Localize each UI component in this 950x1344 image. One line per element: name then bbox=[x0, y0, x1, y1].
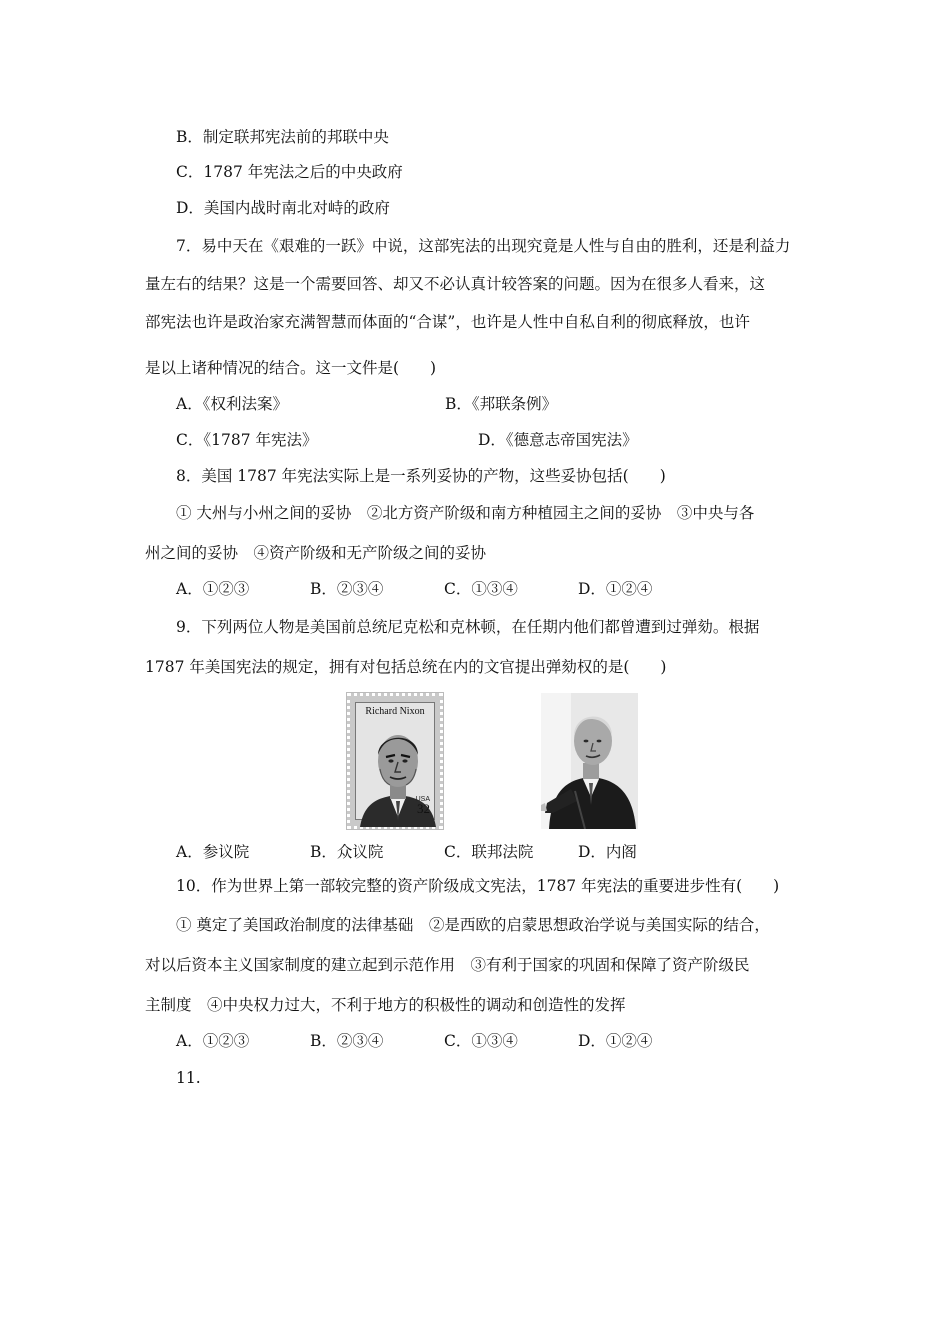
q8-items-line-2: 州之间的妥协 ④资产阶级和无产阶级之间的妥协 bbox=[145, 544, 487, 562]
q6-option-c: C．1787 年宪法之后的中央政府 bbox=[176, 163, 403, 181]
q6-option-d: D．美国内战时南北对峙的政府 bbox=[176, 199, 390, 217]
stamp-title: Richard Nixon bbox=[365, 706, 425, 717]
q9-options bbox=[176, 842, 696, 862]
q10-option-a: A．①②③ bbox=[176, 1032, 250, 1050]
clinton-portrait bbox=[541, 693, 638, 829]
q10-items-line-1: ① 奠定了美国政治制度的法律基础 ②是西欧的启蒙思想政治学说与美国实际的结合， bbox=[176, 916, 770, 934]
q7-stem-line-2: 量左右的结果？这是一个需要回答、却又不必认真计较答案的问题。因为在很多人看来，这 bbox=[145, 275, 766, 293]
q8-option-a: A．①②③ bbox=[176, 580, 250, 598]
q10-stem: 10．作为世界上第一部较完整的资产阶级成文宪法，1787 年宪法的重要进步性有( ) bbox=[176, 877, 780, 895]
stamp-value: 32 bbox=[417, 801, 430, 816]
q7-stem-line-4: 是以上诸种情况的结合。这一文件是( ) bbox=[145, 359, 437, 377]
q8-option-c: C．①③④ bbox=[444, 580, 518, 598]
q10-items-line-3: 主制度 ④中央权力过大，不利于地方的积极性的调动和创造性的发挥 bbox=[145, 996, 626, 1014]
stamp-country: USA bbox=[415, 796, 430, 803]
q9-option-c: C．联邦法院 bbox=[444, 843, 534, 861]
q6-option-b: B．制定联邦宪法前的邦联中央 bbox=[176, 128, 389, 146]
q10-option-d: D．①②④ bbox=[578, 1032, 653, 1050]
q8-items-line-1: ① 大州与小州之间的妥协 ②北方资产阶级和南方种植园主之间的妥协 ③中央与各 bbox=[176, 504, 755, 522]
q10-option-b: B．②③④ bbox=[310, 1032, 384, 1050]
stamp-frame bbox=[355, 702, 435, 820]
q9-stem-line-2: 1787 年美国宪法的规定，拥有对包括总统在内的文官提出弹劾权的是( ) bbox=[145, 658, 667, 676]
q10-option-c: C．①③④ bbox=[444, 1032, 518, 1050]
q9-option-d: D．内阁 bbox=[578, 843, 637, 861]
q8-option-d: D．①②④ bbox=[578, 580, 653, 598]
q11-stem: 11. bbox=[176, 1069, 201, 1087]
q8-option-b: B．②③④ bbox=[310, 580, 384, 598]
q9-option-b: B．众议院 bbox=[310, 843, 384, 861]
q9-option-a: A．参议院 bbox=[176, 843, 250, 861]
q7-stem-line-1: 7．易中天在《艰难的一跃》中说，这部宪法的出现究竟是人性与自由的胜利，还是利益力 bbox=[176, 237, 791, 255]
q10-options bbox=[176, 1031, 696, 1051]
q7-option-d: D．《德意志帝国宪法》 bbox=[478, 431, 638, 449]
q10-items-line-2: 对以后资本主义国家制度的建立起到示范作用 ③有利于国家的巩固和保障了资产阶级民 bbox=[145, 956, 750, 974]
nixon-stamp-image bbox=[347, 693, 443, 829]
q7-option-b: B．《邦联条例》 bbox=[445, 395, 558, 413]
q8-options bbox=[176, 579, 696, 599]
q7-option-c: C．《1787 年宪法》 bbox=[176, 431, 318, 449]
q7-option-a: A．《权利法案》 bbox=[176, 395, 288, 413]
q7-stem-line-3: 部宪法也许是政治家充满智慧而体面的“合谋”，也许是人性中自私自利的彻底释放，也许 bbox=[145, 313, 750, 331]
q8-stem: 8．美国 1787 年宪法实际上是一系列妥协的产物，这些妥协包括( ) bbox=[176, 467, 666, 485]
clinton-photo-image bbox=[541, 693, 638, 829]
q9-stem-line-1: 9．下列两位人物是美国前总统尼克松和克林顿，在任期内他们都曾遭到过弹劾。根据 bbox=[176, 618, 760, 636]
